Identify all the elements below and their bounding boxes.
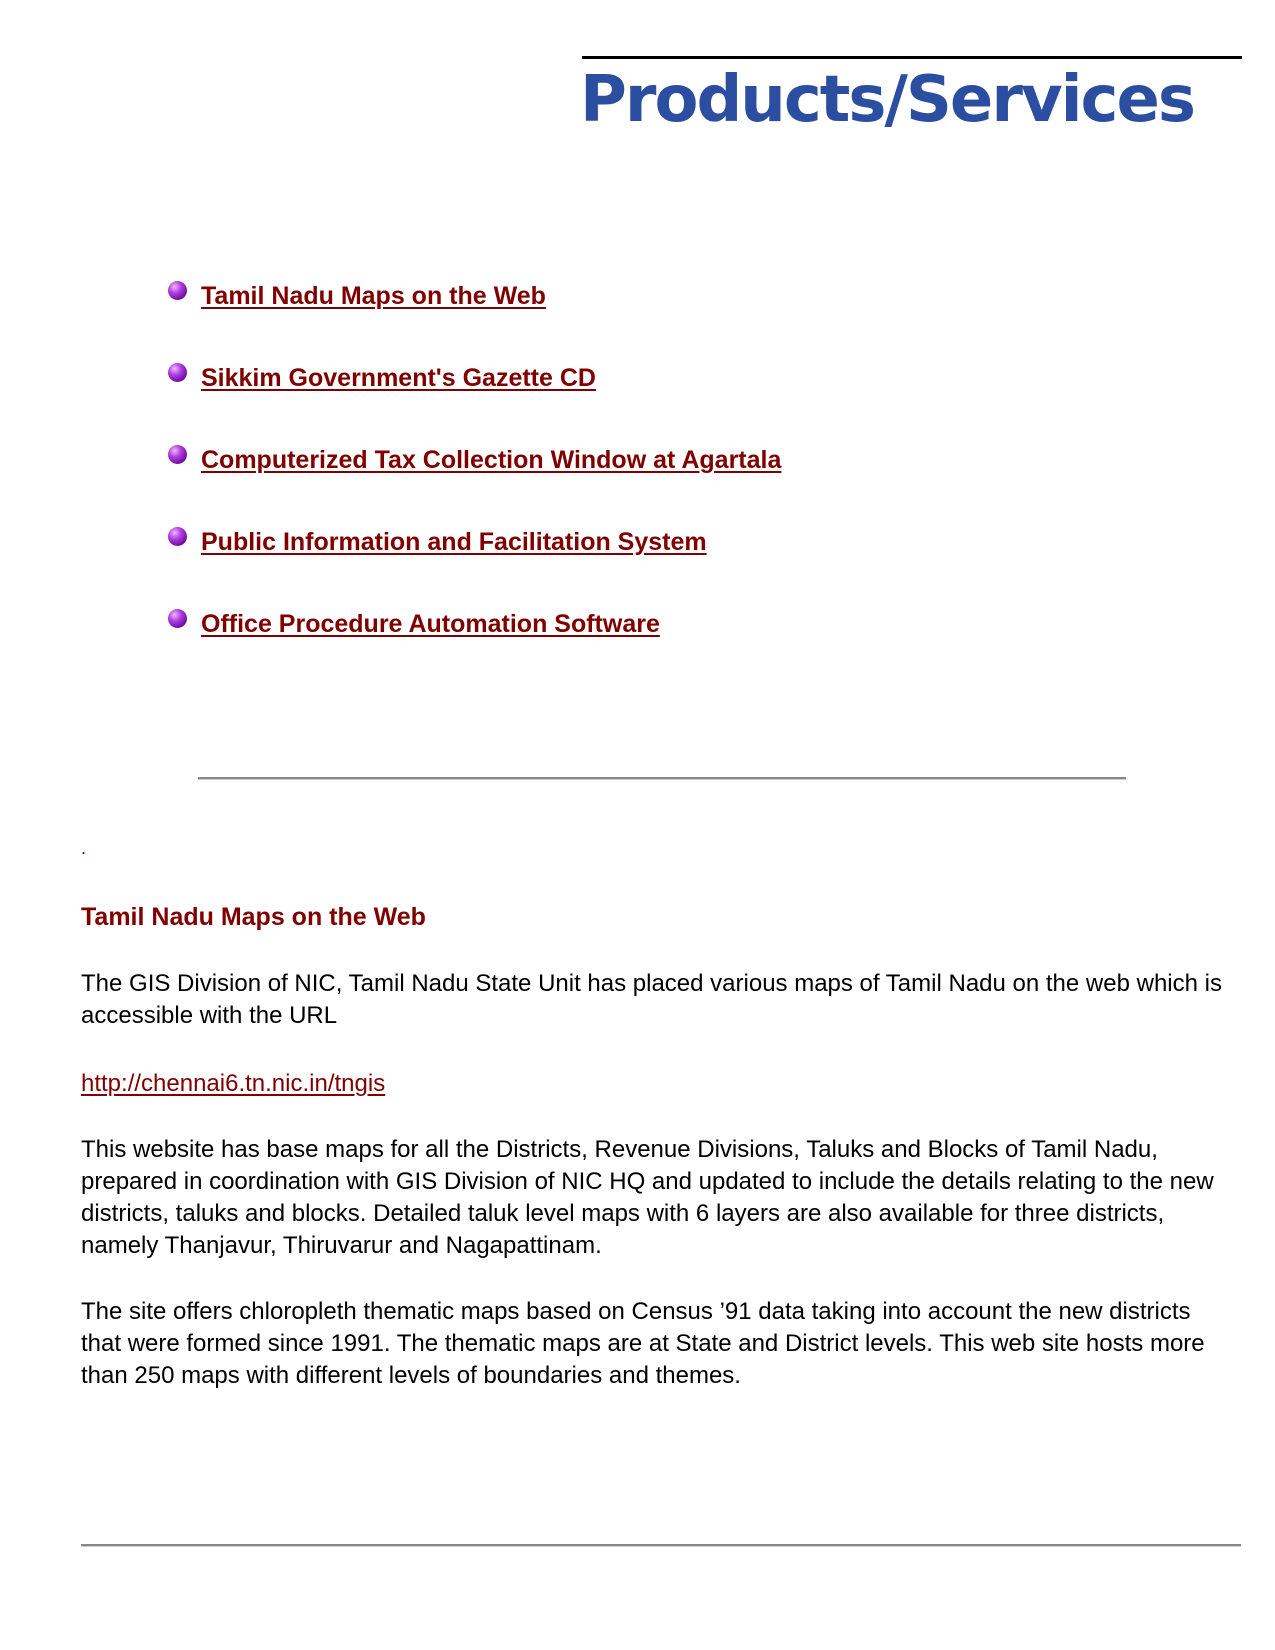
purple-bullet-icon (168, 281, 187, 300)
purple-bullet-icon (168, 609, 187, 628)
purple-bullet-icon (168, 363, 187, 382)
horizontal-divider (198, 777, 1126, 780)
purple-bullet-icon (168, 445, 187, 464)
list-item (168, 278, 781, 360)
header-rule (582, 56, 1242, 59)
list-item (168, 360, 781, 442)
products-list (168, 278, 781, 688)
section-heading: Tamil Nadu Maps on the Web (81, 903, 426, 931)
list-item (168, 524, 781, 606)
page-title: Products/Services (580, 63, 1194, 137)
section-tamil-nadu-maps (81, 900, 1231, 1392)
purple-bullet-icon (168, 527, 187, 546)
section-paragraph-base-maps: This website has base maps for all the Districts, Revenue Divisions, Taluks and Blocks of Tamil Nadu, prepared in coordination with GIS Division of NIC HQ and updated to include the details relating to the new districts, taluks and blocks. Detailed taluk level maps with 6 layers are also available for three districts, namely Thanjavur, Thiruvarur and Nagapattinam. (81, 1136, 1214, 1259)
footer-divider (81, 1544, 1241, 1547)
list-item (168, 442, 781, 524)
list-item (168, 606, 781, 688)
tngis-url-link[interactable]: http://chennai6.tn.nic.in/tngis (81, 1070, 386, 1097)
link-tamil-nadu-maps[interactable]: Tamil Nadu Maps on the Web (201, 282, 546, 310)
section-intro: The GIS Division of NIC, Tamil Nadu State Unit has placed various maps of Tamil Nadu on the web which is accessible with the URL (81, 970, 1222, 1029)
link-public-information-system[interactable]: Public Information and Facilitation System (201, 528, 707, 556)
anchor-marker: . (81, 838, 87, 858)
link-office-procedure-automation[interactable]: Office Procedure Automation Software (201, 610, 660, 638)
section-paragraph-thematic-maps: The site offers chloropleth thematic maps based on Census ’91 data taking into account the new districts that were formed since 1991. The thematic maps are at State and District levels. This web site hosts more than 250 maps with different levels of boundaries and themes. (81, 1298, 1205, 1389)
link-sikkim-gazette-cd[interactable]: Sikkim Government's Gazette CD (201, 364, 596, 392)
link-tax-collection-window[interactable]: Computerized Tax Collection Window at Agartala (201, 446, 782, 474)
